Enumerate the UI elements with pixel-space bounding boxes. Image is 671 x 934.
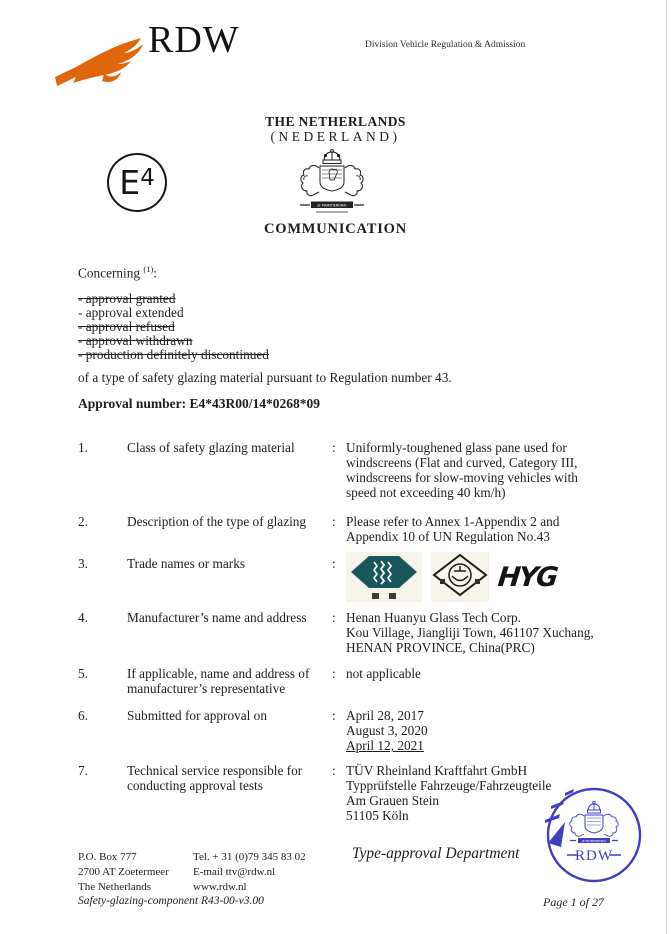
concerning-label: Concerning <box>78 265 141 281</box>
field-number: 1. <box>78 440 88 456</box>
field-number: 4. <box>78 610 88 626</box>
trade-mark-logos <box>346 552 671 602</box>
approval-number: Approval number: E4*43R00/14*0268*09 <box>78 396 321 412</box>
field-label: Manufacturer’s name and address <box>127 610 307 626</box>
field-value: Please refer to Annex 1-Appendix 2 and Appendix 10 of UN Regulation No.43 <box>346 514 560 545</box>
e4-approval-mark <box>107 153 167 212</box>
division-label: Division Vehicle Regulation & Admission <box>365 40 526 50</box>
page-number: Page 1 of 27 <box>543 895 604 909</box>
rdw-swoosh-logo-icon <box>52 30 146 97</box>
rdw-stamp-icon <box>541 777 647 898</box>
field-number: 7. <box>78 763 88 779</box>
field-row: 6. Submitted for approval on : April 28, 2017 August 3, 2020 April 12, 2021 <box>0 708 671 753</box>
list-item: - approval granted <box>78 291 176 307</box>
list-item: - approval withdrawn <box>78 332 193 348</box>
communication-heading: COMMUNICATION <box>263 221 408 237</box>
concerning-line: Concerning $^{(1)}$: <box>78 264 157 281</box>
field-label: Trade names or marks <box>127 556 246 572</box>
concerning-options-list <box>0 292 671 361</box>
field-number: 2. <box>78 514 88 530</box>
e-mark-number: 4 <box>140 165 155 191</box>
footnote-marker: (1) <box>143 264 154 274</box>
field-row: 7. Technical service responsible for conducting approval tests : TÜV Rheinland Kraftfahrt GmbH Typprüfstelle Fahrzeuge/Fahrzeugteile Am Grauen Stein 51105 Köln <box>0 763 671 823</box>
list-item: - approval refused <box>78 319 175 335</box>
country-subtitle: (NEDERLAND) <box>270 129 401 144</box>
field-row: 3. Trade names or marks : HYG <box>0 556 671 602</box>
field-value: Uniformly-toughened glass pane used for windscreens (Flat and curved, Category III, windscreens for slow-moving vehicles with speed not exceeding 40 km/h) <box>346 440 578 501</box>
field-label: If applicable, name and address of manufacturer’s representative <box>127 666 310 697</box>
crest-motto: JE MAINTIENDRAI <box>317 203 347 208</box>
list-item: - production definitely discontinued <box>78 346 269 362</box>
diamond-seal-logo-icon <box>431 552 489 602</box>
field-label: Technical service responsible for conducting approval tests <box>127 763 303 794</box>
footer-contact: Tel. + 31 (0)79 345 83 02 E-mail ttv@rdw.nl www.rdw.nl <box>193 851 306 893</box>
field-row: 1. Class of safety glazing material : Uniformly-toughened glass pane used for windscreens (Flat and curved, Category III, windscreens for slow-moving vehicles with speed not exceeding 40 km/h) <box>0 440 671 500</box>
field-value: TÜV Rheinland Kraftfahrt GmbH Typprüfstelle Fahrzeuge/Fahrzeugteile Am Grauen Stein 51105 Köln <box>346 763 552 824</box>
stamp-motto: JE MAINTIENDRAI <box>582 839 606 843</box>
stamp-brand: RDW <box>575 848 613 864</box>
country-title: THE NETHERLANDS <box>265 114 406 129</box>
footer-address: P.O. Box 777 2700 AT Zoetermeer The Netherlands <box>78 851 169 893</box>
field-number: 6. <box>78 708 88 724</box>
hyg-wordmark-logo: HYG <box>496 561 558 593</box>
field-row: 2. Description of the type of glazing : Please refer to Annex 1-Appendix 2 and Appendix 10 of UN Regulation No.43 <box>0 514 671 544</box>
rdw-wordmark: RDW <box>148 19 240 61</box>
field-value: Henan Huanyu Glass Tech Corp. Kou Village, Jiangliji Town, 461107 Xuchang, HENAN PROVINCE, China(PRC) <box>346 610 594 656</box>
document-version: Safety-glazing-component R43-00-v3.00 <box>78 895 264 907</box>
e-mark-letter: E <box>119 163 141 202</box>
field-label: Class of safety glazing material <box>127 440 295 456</box>
field-label: Submitted for approval on <box>127 708 267 724</box>
coat-of-arms-icon <box>286 148 378 225</box>
subject-line: of a type of safety glazing material pursuant to Regulation number 43. <box>78 370 452 386</box>
hexagon-wave-logo-icon <box>346 552 422 602</box>
field-value: April 28, 2017 August 3, 2020 April 12, 2021 <box>346 708 428 754</box>
field-label: Description of the type of glazing <box>127 514 307 530</box>
field-row: 5. If applicable, name and address of manufacturer’s representative : not applicable <box>0 666 671 696</box>
field-number: 5. <box>78 666 88 682</box>
field-value: not applicable <box>346 666 421 682</box>
department-label: Type-approval Department <box>352 845 520 862</box>
field-number: 3. <box>78 556 88 572</box>
field-row: 4. Manufacturer’s name and address : Henan Huanyu Glass Tech Corp. Kou Village, Jiangliji Town, 461107 Xuchang, HENAN PROVINCE, China(PRC) <box>0 610 671 655</box>
document-body <box>0 262 671 823</box>
list-item: - approval extended <box>78 305 184 321</box>
